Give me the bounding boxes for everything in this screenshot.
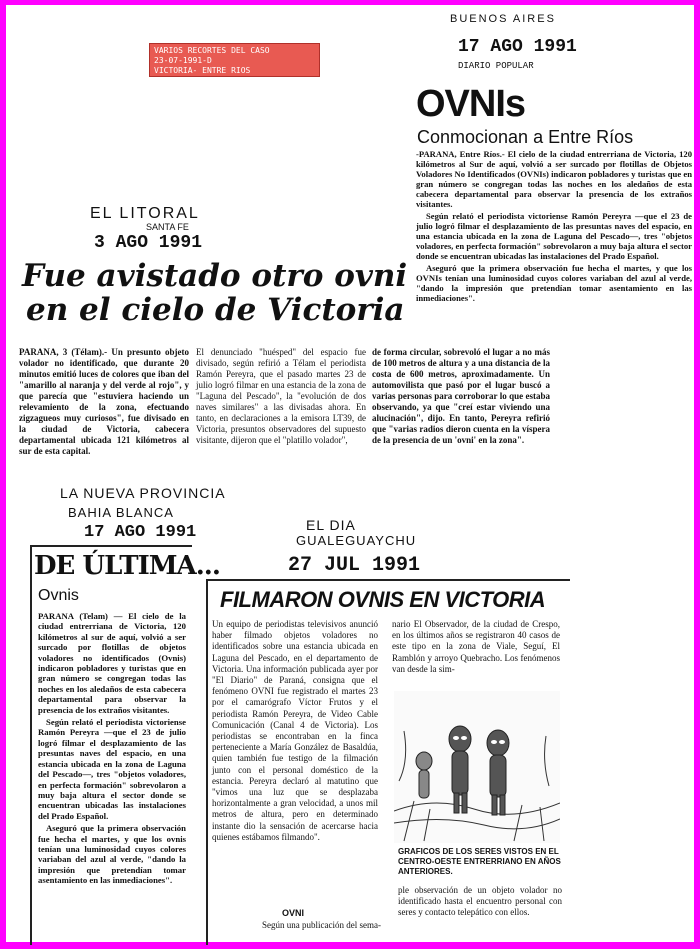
archive-label-line: VARIOS RECORTES DEL CASO [154, 46, 270, 55]
beings-illustration [394, 691, 560, 843]
litoral-col-1: PARANA, 3 (Télam).- Un presunto objeto volador no identificado, que durante 20 minutos emitió luces de colores que iban del "amarillo al naranja y del verde al rojo", y que parecía que "estuviera haciendo un relevamiento de la zona, efectuando zigzagueos muy curiosos", fue divisado en la ciudad de Victoria, cabecera departamental ubicada 121 kilómetros al sur de esta capital. [19, 347, 189, 456]
nueva-paragraph: Aseguró que la primera observación fue hecha el martes, y que los ovnis tenían una luminosidad cuyos colores variaban del azul al verde, "dando la impresión que pretendían tomar asentamiento en las inmediaciones". [38, 823, 186, 886]
eldia-col-1-end: Según una publicación del sema- [262, 920, 381, 930]
litoral-date: 3 AGO 1991 [94, 233, 203, 253]
archive-label-line: VICTORIA- ENTRE RIOS [154, 66, 251, 75]
eldia-headline: FILMARON OVNIS EN VICTORIA [220, 587, 546, 612]
eldia-col-1: Un equipo de periodistas televisivos anunció haber filmado objetos voladores no identificados sobre una estancia ubicada en Laguna del Pescado, en el departamento de Victoria. Una información publicada ayer por "El Diario" de Paraná, consigna que el fenómeno OVNI fue registrado el martes 23 por el camarógrafo Víctor Frutos y el periodista Ramón Pereyra, de Video Cable Comunicación (Canal 4 de Victoria). Los periodistas se encontraban en la finca perteneciente a María González de Basaldúa, quien también fue testigo de la filmación junto con el personal doméstico de la estancia. Pereyra declaró al matutino que "vimos una luz que se desplazaba horizontalmente a gran velocidad, a unos mil metros de altura, pero en determinado instante dio la sensación de acercarse hacia quienes estábamos filmando". [212, 619, 378, 842]
litoral-col-2: El denunciado "huésped" del espacio fue divisado, según refirió a Télam el periodista Ramón Pereyra, que el pasado martes 23 de julio logró filmar en una estancia de la zona de "Laguna del Pescado", la "evolución de dos naves similares" a las divisadas ahora. En tanto, en declaraciones a la emisora LT39, de Victoria, presuntos observadores del supuesto visitante, dijeron que el "platillo volador", [196, 347, 366, 445]
eldia-paper: EL DIA [306, 517, 356, 533]
nueva-paper: LA NUEVA PROVINCIA [60, 485, 226, 501]
nueva-section: Ovnis [38, 587, 79, 604]
dp-date: 17 AGO 1991 [458, 37, 577, 57]
eldia-col-2: nario El Observador, de la ciudad de Crespo, en los últimos años se registraron 40 casos de este tipo en la zona de Viale, Seguí, El Ramblón y arroyo Quebracho. Los fenómenos van desde la sim- [392, 619, 560, 674]
nueva-paragraph: Según relató el periodista victoriense Ramón Pereyra —que el 23 de julio logró filmar el desplazamiento de las presuntas naves del espacio, en una estancia ubicada en la zona de Laguna del Pescado—, tres "objetos voladores, en perfecta formación" sobrevolaron a muy baja altura el sector donde se encuentran ubicadas las instalaciones del Prado Español. [38, 717, 186, 821]
eldia-col-2-end: ple observación de un objeto volador no identificado hasta el encuentro personal con seres y contacto telepático con ellos. [398, 885, 562, 917]
litoral-headline [22, 259, 407, 327]
dp-paper: DIARIO POPULAR [458, 61, 534, 71]
litoral-headline-line: Fue avistado otro ovni [22, 258, 408, 294]
eldia-ovni-label: OVNI [282, 908, 305, 918]
archive-label-line: 23-07-1991-D [154, 56, 212, 65]
nueva-date: 17 AGO 1991 [84, 523, 197, 542]
nueva-body [38, 611, 186, 886]
illustration-caption: GRAFICOS DE LOS SERES VISTOS EN EL CENTRO-OESTE ENTRERRIANO EN AÑOS ANTERIORES. [398, 847, 561, 876]
litoral-headline-line: en el cielo de Victoria [26, 292, 405, 328]
litoral-city: SANTA FE [146, 222, 189, 232]
eldia-date: 27 JUL 1991 [288, 554, 421, 577]
litoral-col-3: de forma circular, sobrevoló el lugar a no más de 100 metros de altura y a una distancia de la costa de 600 metros, aproximadamente. Un automovilista que pasó por el lugar buscó a varias personas para corroborar lo que estaba observando, ya que "creí estar viviendo una alucinación", dijo. En tanto, Pereyra refirió que "varias radios dieron cuenta en la víspera de la presencia de un 'ovni' en la zona". [372, 347, 550, 445]
dp-paragraph: Según relató el periodista victoriense Ramón Pereyra —que el 23 de julio logró filmar el desplazamiento de las presuntas naves del espacio, en una estancia ubicada en la zona de Laguna del Pescado—, tres "objetos voladores, en perfecta formación" sobrevolaron a muy baja altura el sector donde se encuentran ubicadas las instalaciones del Prado Español. [416, 211, 692, 261]
dp-body [416, 149, 692, 303]
dp-subhead: Conmocionan a Entre Ríos [417, 127, 634, 147]
scan-sheet [6, 5, 694, 942]
dp-paragraph: Aseguró que la primera observación fue hecha el martes, y que los OVNIs tenían una luminosidad cuyos colores variaban del azul al verde, "dando la impresión que pretendían tomar asentamiento en las inmediaciones". [416, 263, 692, 303]
dp-headline: OVNIs [416, 83, 526, 125]
dp-city: BUENOS AIRES [450, 13, 556, 25]
nueva-paragraph: PARANA (Telam) — El cielo de la ciudad entrerriana de Victoria, 120 kilómetros al sur de aquí, volvió a ser surcado por flotillas de objetos voladores no identificados (Ovnis) indicaron pobladores y turistas que en gran número se congregan todas las noches en los aledaños de esta cabecera departamental para observar la presencia de los extraños visitantes. [38, 611, 186, 715]
litoral-paper: EL LITORAL [90, 205, 200, 222]
archive-label [149, 43, 320, 77]
nueva-headline: DE ÚLTIMA... [34, 551, 220, 581]
eldia-city: GUALEGUAYCHU [296, 533, 417, 548]
nueva-city: BAHIA BLANCA [68, 505, 174, 520]
dp-paragraph: -PARANA, Entre Ríos.- El cielo de la ciudad entrerriana de Victoria, 120 kilómetros al Sur de aquí, volvió a ser surcado por flotillas de Objetos Voladores No Identificados (OVNIs) indicaron pobladores y turistas que en gran número se congregan todas las noches en los aledaños de esta cabecera departamental para observar la presencia de los extraños visitantes. [416, 149, 692, 209]
